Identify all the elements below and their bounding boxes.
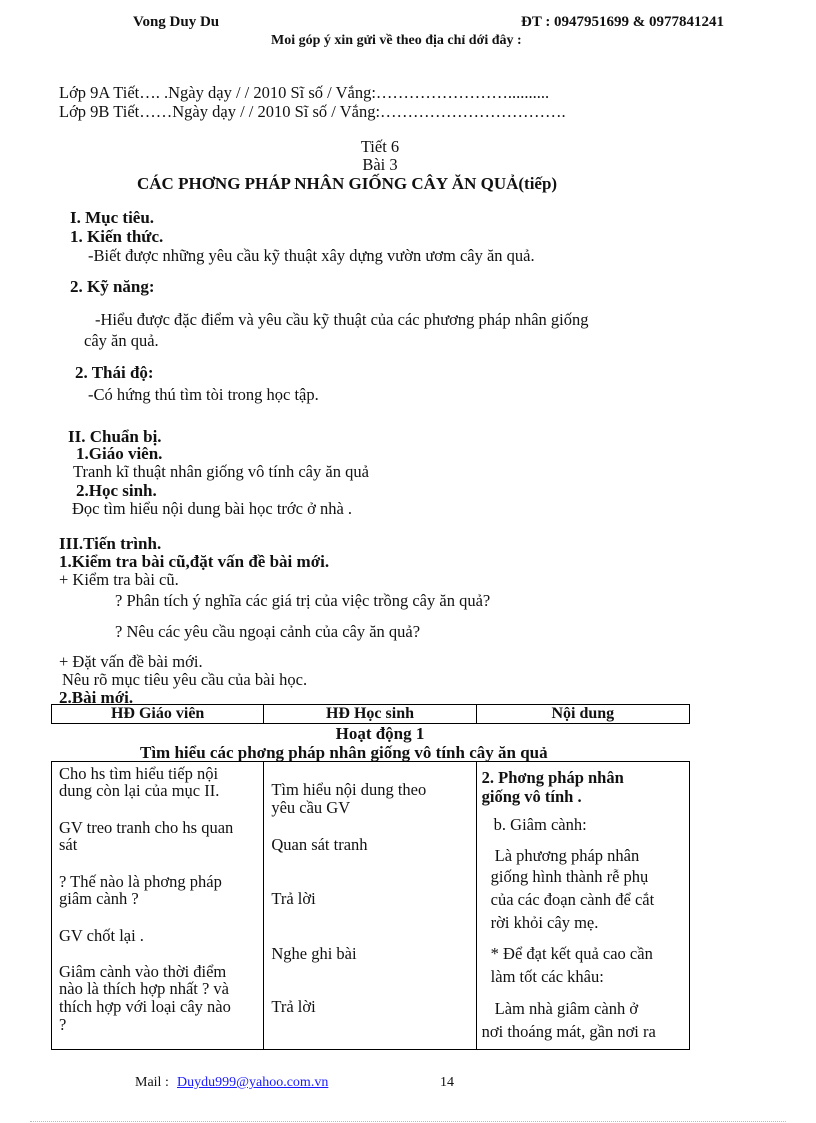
teacher-line: Cho hs tìm hiểu tiếp nội [59,764,219,783]
objectives-heading: I. Mục tiêu. [70,208,155,227]
header-teacher: HĐ Giáo viên [110,705,205,722]
footer-mail-label: Mail : [135,1075,169,1090]
header-teacher-cell [52,705,264,724]
teacher-line: nào là thích hợp nhất ? và [59,979,230,998]
class-row-9a: Lớp 9A Tiết…. .Ngày dạy / / 2010 Sĩ số / Vắng:…………………….......... [59,83,550,102]
preparation-heading: II. Chuẩn bị. [68,427,162,446]
lesson-title: CÁC PHƠNG PHÁP NHÂN GIỐNG CÂY ĂN QUẢ(tiếp) [137,174,558,193]
intro-label: + Đặt vấn đề bài mới. [59,652,203,671]
author-name: Vong Duy Du [133,14,220,30]
question-1: ? Phân tích ý nghĩa các giá trị của việc trồng cây ăn quả? [115,591,491,610]
student-activity-cell [264,762,476,1050]
content-line: Làm nhà giâm cành ở [494,999,639,1018]
activity-title: Hoạt động 1 [335,724,425,743]
teacher-line: GV chốt lại . [59,926,144,945]
student-line: Nghe ghi bài [271,944,357,963]
lesson-unit: Bài 3 [362,155,398,174]
header-student: HĐ Học sinh [325,705,414,722]
footer-mail-link[interactable]: Duydu999@yahoo.com.vn [177,1075,329,1090]
check-old-lesson-label: + Kiểm tra bài cũ. [59,570,179,589]
teacher-line: ? [59,1015,67,1034]
teacher-line: Giâm cành vào thời điểm [59,962,227,981]
content-line: của các đoạn cành để cắt [490,890,655,909]
teacher-line: dung còn lại của mục II. [59,781,220,800]
content-line: b. Giâm cành: [493,815,587,834]
activity-subtitle: Tìm hiểu các phơng pháp nhân giống vô tính cây ăn quả [140,743,548,762]
intro-text: Nêu rõ mục tiêu yêu cầu của bài học. [62,670,308,689]
process-heading: III.Tiến trình. [59,534,162,553]
teacher-line: giâm cành ? [59,889,139,908]
attitude-text: -Có hứng thú tìm tòi trong học tập. [88,385,319,404]
lesson-table [51,761,690,1050]
teacher-line: sát [59,835,78,854]
content-line: rời khỏi cây mẹ. [490,913,599,932]
teacher-prep-text: Tranh kĩ thuật nhân giống vô tính cây ăn quả [73,462,369,481]
question-2: ? Nêu các yêu cầu ngoại cảnh của cây ăn quả? [115,622,421,641]
lesson-table-header [51,704,690,724]
step1-heading: 1.Kiểm tra bài cũ,đặt vấn đề bài mới. [59,552,330,571]
teacher-line: ? Thế nào là phơng pháp [59,872,222,891]
footer-divider [30,1121,786,1122]
skills-heading: 2. Kỹ năng: [70,277,155,296]
header-content: Nội dung [551,705,615,722]
knowledge-heading: 1. Kiến thức. [70,227,164,246]
skills-text-line2: cây ăn quả. [84,331,159,350]
knowledge-text: -Biết được những yêu cầu kỹ thuật xây dựng vườn ươm cây ăn quả. [88,246,535,265]
content-line: giống vô tính . [481,787,582,806]
teacher-line: thích hợp với loại cây nào [59,997,231,1016]
teacher-line: GV treo tranh cho hs quan [59,818,234,837]
content-line: giống hình thành rễ phụ [490,867,649,886]
student-prep-heading: 2.Học sinh. [76,481,157,500]
attitude-heading: 2. Thái độ: [75,363,154,382]
phone-numbers: ĐT : 0947951699 & 0977841241 [521,14,725,30]
student-line: yêu cầu GV [271,798,351,817]
student-line: Trả lời [271,889,316,908]
student-line: Tìm hiểu nội dung theo [271,780,427,799]
student-prep-text: Đọc tìm hiểu nội dung bài học trớc ở nhà . [72,499,353,518]
student-line: Quan sát tranh [271,835,368,854]
header-student-cell [264,705,476,724]
content-line: làm tốt các khâu: [490,967,604,986]
lesson-content-cell [476,762,689,1050]
step2-heading: 2.Bài mới. [59,688,134,707]
feedback-note: Moi góp ý xin gửi về theo địa chỉ dới đây : [271,33,522,48]
content-line: Là phương pháp nhân [494,846,640,865]
class-row-9b: Lớp 9B Tiết……Ngày dạy / / 2010 Sĩ số / Vắng:……………………………. [59,102,566,121]
content-line: 2. Phơng pháp nhân [481,768,624,787]
student-line: Trả lời [271,997,316,1016]
lesson-number: Tiết 6 [360,137,400,156]
skills-text-line1: -Hiểu được đặc điểm và yêu cầu kỹ thuật của các phương pháp nhân giống [95,310,589,329]
teacher-prep-heading: 1.Giáo viên. [76,444,163,463]
header-content-cell [476,705,689,724]
content-line: * Để đạt kết quả cao cần [490,944,653,963]
content-line: nơi thoáng mát, gần nơi ra [481,1022,656,1041]
page-number: 14 [440,1075,454,1090]
teacher-activity-cell [52,762,264,1050]
